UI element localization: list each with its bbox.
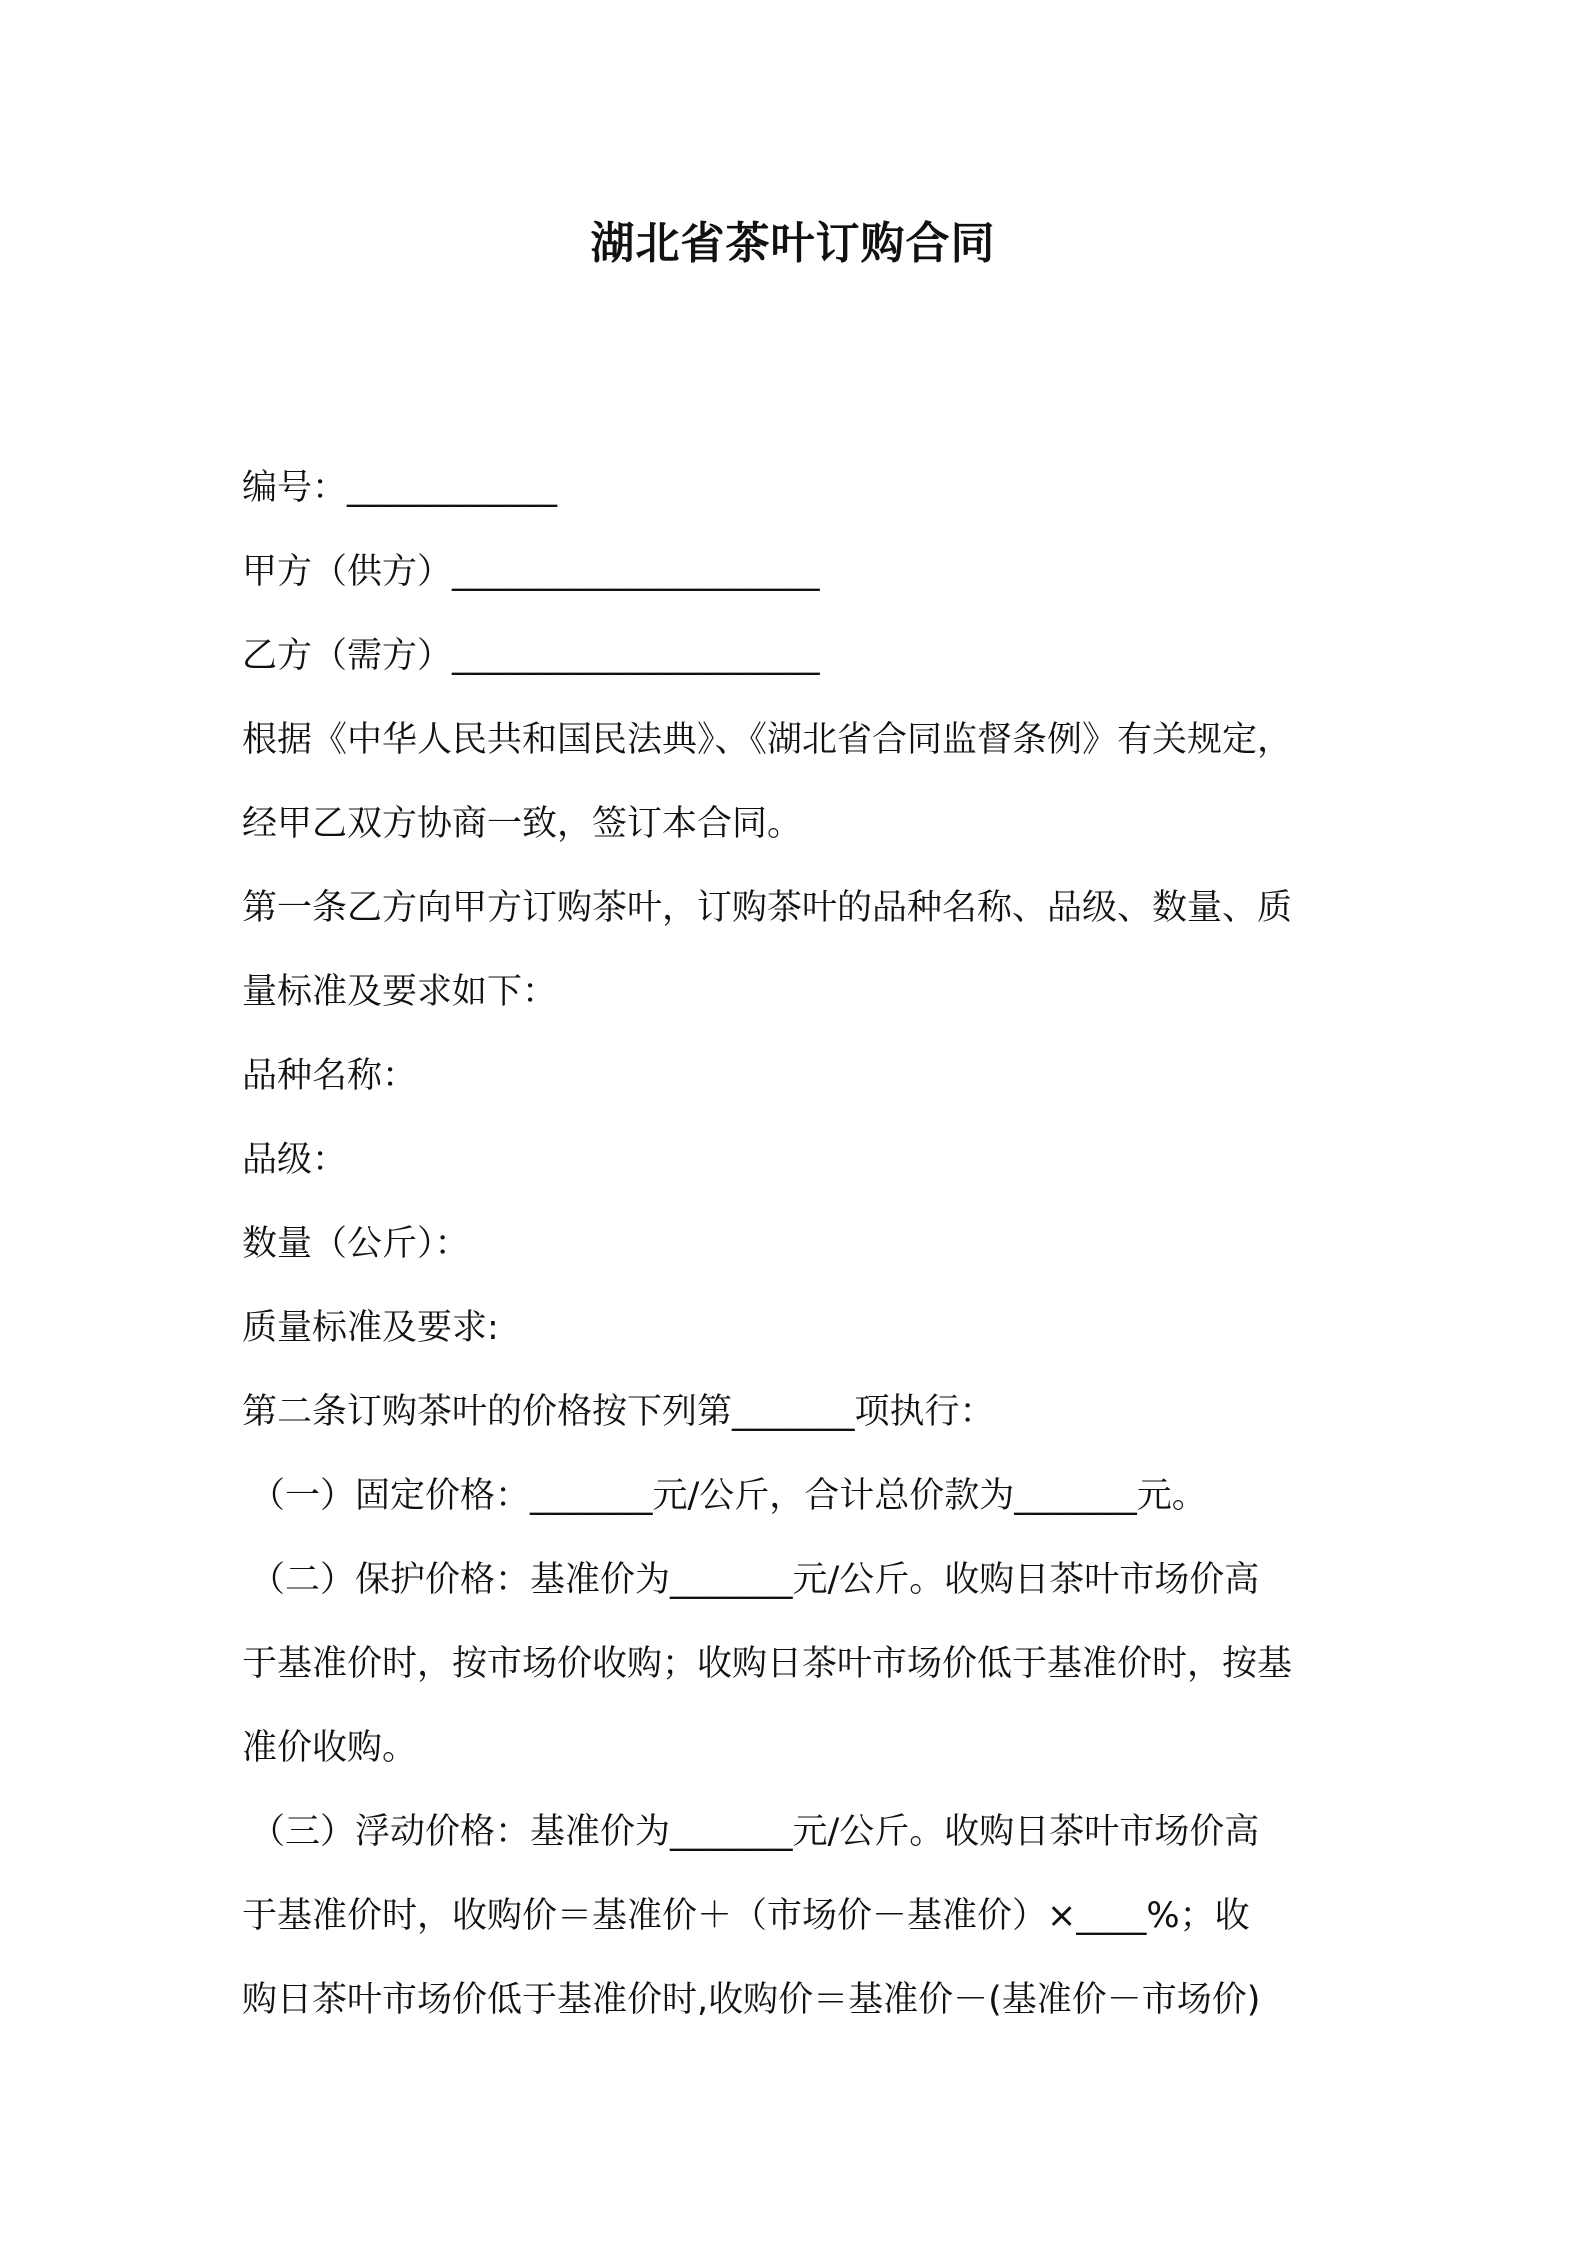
basis-line-2: 经甲乙双方协商一致，签订本合同。 xyxy=(242,804,803,844)
article-1-line-2: 量标准及要求如下： xyxy=(242,972,558,1012)
party-a-line: 甲方（供方）_____________________ xyxy=(242,552,820,592)
protected-price-line-3: 准价收购。 xyxy=(242,1728,418,1768)
floating-price-line-2: 于基准价时，收购价＝基准价＋（市场价－基准价）×____%；收 xyxy=(242,1896,1250,1936)
protected-price-line-2: 于基准价时，按市场价收购；收购日茶叶市场价低于基准价时，按基 xyxy=(242,1644,1293,1684)
contract-number-line: 编号：____________ xyxy=(242,468,558,508)
document-title: 湖北省茶叶订购合同 xyxy=(590,218,996,269)
protected-price-line-1: （二）保护价格：基准价为_______元/公斤。收购日茶叶市场价高 xyxy=(250,1560,1260,1600)
grade-line: 品级： xyxy=(242,1140,348,1180)
party-b-line: 乙方（需方）_____________________ xyxy=(242,636,820,676)
variety-name-line: 品种名称： xyxy=(242,1056,418,1096)
fixed-price-line: （一）固定价格：_______元/公斤，合计总价款为_______元。 xyxy=(250,1476,1207,1516)
document-body xyxy=(242,446,1352,2042)
floating-price-line-3: 购日茶叶市场价低于基准价时,收购价＝基准价－(基准价－市场价) xyxy=(242,1980,1261,2020)
quality-standard-line: 质量标准及要求: xyxy=(242,1308,499,1348)
article-2-line: 第二条订购茶叶的价格按下列第_______项执行： xyxy=(242,1392,995,1432)
basis-line-1: 根据《中华人民共和国民法典》、《湖北省合同监督条例》有关规定， xyxy=(242,720,1293,760)
floating-price-line-1: （三）浮动价格：基准价为_______元/公斤。收购日茶叶市场价高 xyxy=(250,1812,1260,1852)
quantity-line: 数量（公斤）： xyxy=(242,1224,470,1264)
article-1-line-1: 第一条乙方向甲方订购茶叶，订购茶叶的品种名称、品级、数量、质 xyxy=(242,888,1293,928)
